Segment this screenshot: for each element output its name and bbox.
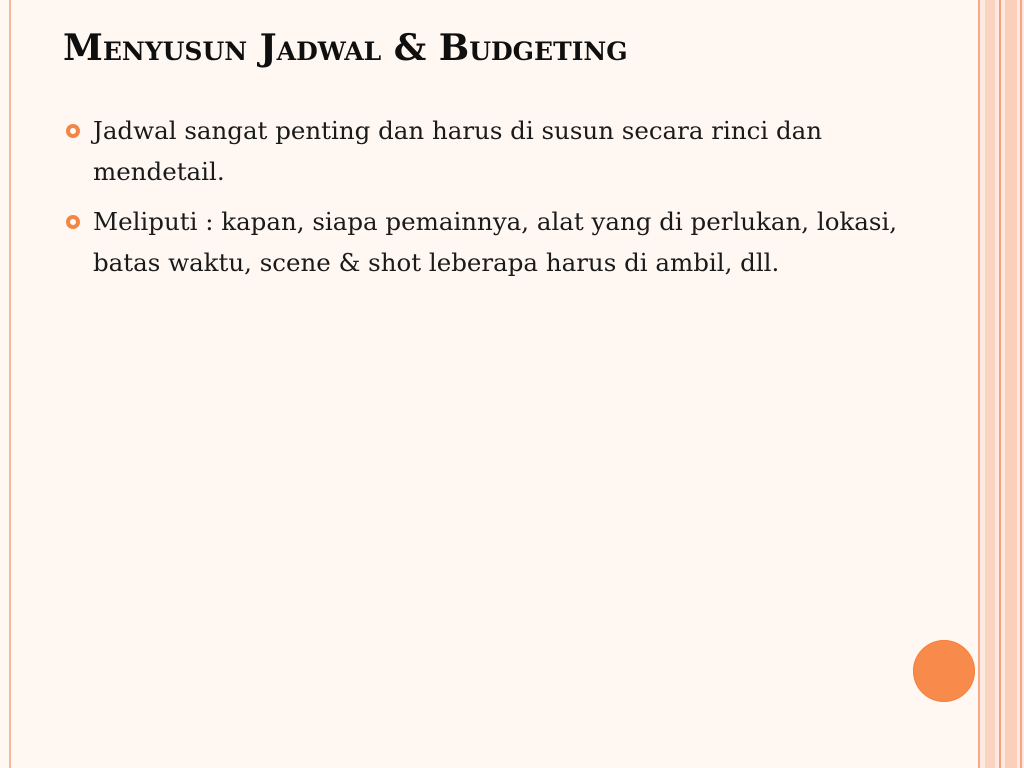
orange-circle-icon xyxy=(913,640,975,702)
bullet-list xyxy=(66,110,961,292)
bullet-item xyxy=(66,110,961,192)
bullet-item xyxy=(66,201,961,283)
bullet-text: Meliputi : kapan, siapa pemainnya, alat yang di perlukan, lokasi, batas waktu, scene & shot leberapa harus di ambil, dll. xyxy=(93,207,898,277)
left-border-line xyxy=(9,0,11,768)
ring-bullet-icon xyxy=(66,124,80,138)
stripe-line xyxy=(978,0,980,768)
stripe-band xyxy=(1005,0,1017,768)
stripe-line xyxy=(999,0,1001,768)
right-decorative-stripes xyxy=(978,0,1024,768)
bullet-text: Jadwal sangat penting dan harus di susun secara rinci dan mendetail. xyxy=(93,116,823,186)
slide-title: Menyusun Jadwal & Budgeting xyxy=(63,27,628,69)
stripe-line xyxy=(1020,0,1022,768)
ring-bullet-icon xyxy=(66,215,80,229)
stripe-band xyxy=(985,0,995,768)
